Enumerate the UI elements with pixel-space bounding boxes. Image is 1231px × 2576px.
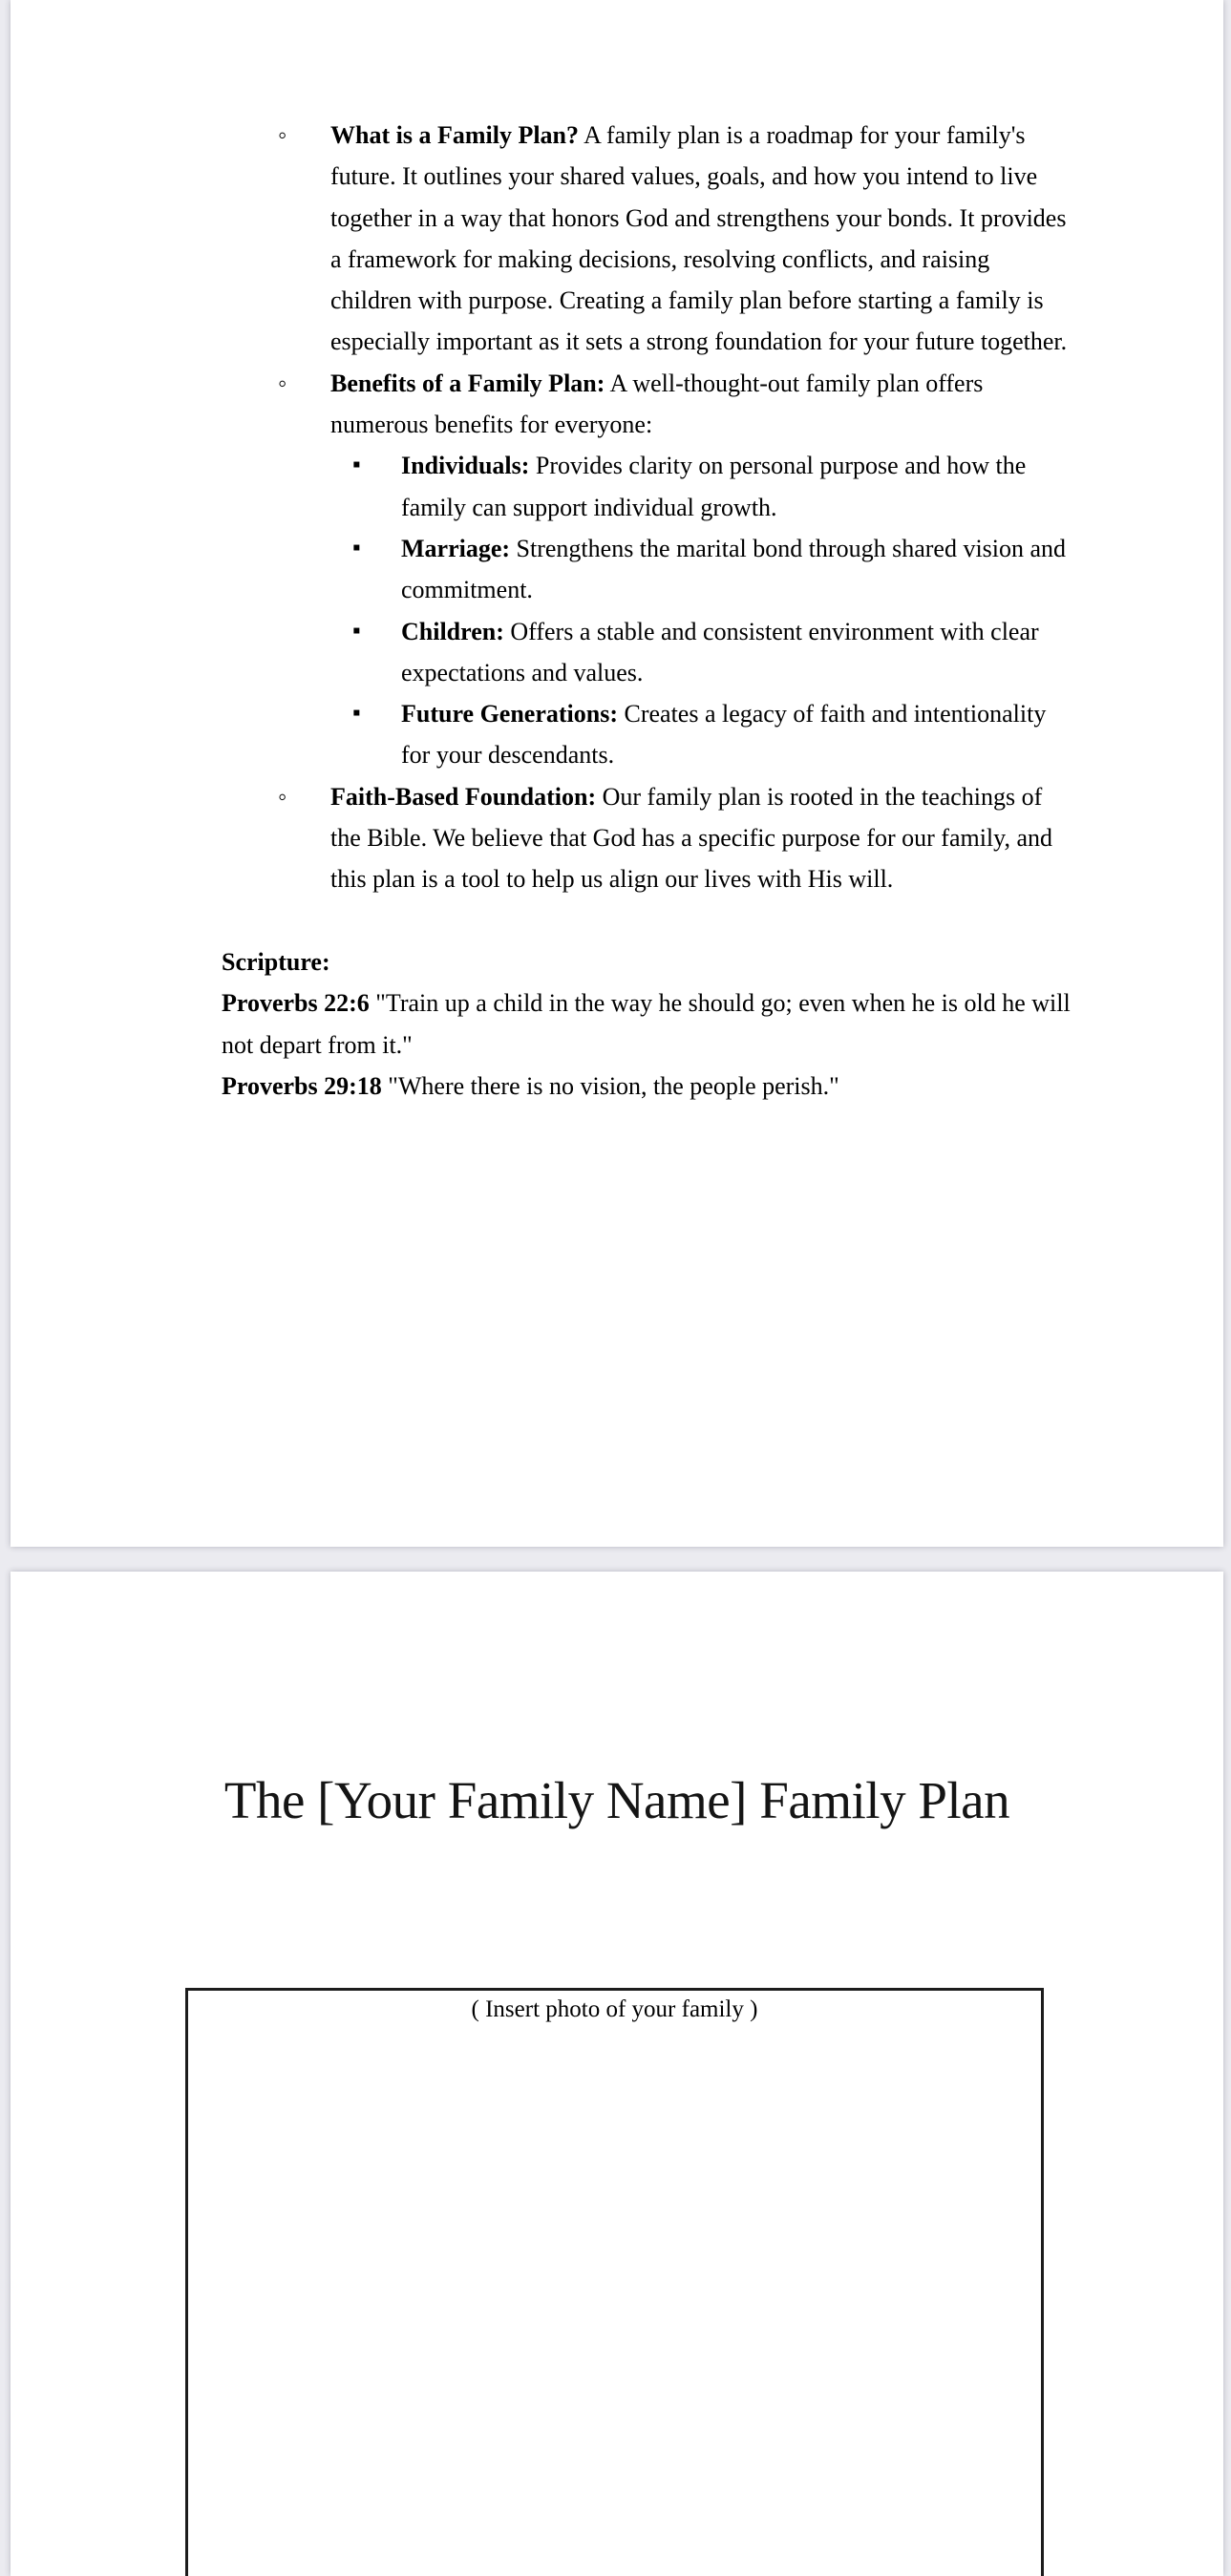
- doc-text-line: family can support individual growth.: [401, 493, 777, 521]
- family-photo-placeholder-box: [185, 1988, 1044, 2576]
- doc-text-line: not depart from it.": [222, 1030, 413, 1059]
- square-bullet-icon: ▪: [352, 618, 361, 644]
- document-page-1: [11, 0, 1223, 1547]
- doc-text-line: for your descendants.: [401, 741, 615, 770]
- doc-text-line: Proverbs 22:6 "Train up a child in the way he should go; even when he is old he will: [222, 989, 1071, 1018]
- bold-run: Proverbs 22:6: [222, 989, 370, 1018]
- doc-text-line: ▪ Marriage: Strengthens the marital bond through shared vision and: [11, 528, 1223, 569]
- circle-bullet-icon: ◦: [278, 369, 287, 397]
- doc-text-line: children with purpose. Creating a family plan before starting a family is: [330, 286, 1044, 315]
- bold-run: Marriage:: [401, 534, 511, 562]
- circle-bullet-icon: ◦: [278, 782, 287, 811]
- square-bullet-icon: ▪: [352, 535, 361, 560]
- document-title: The [Your Family Name] Family Plan: [223, 1771, 1010, 1829]
- bold-run: What is a Family Plan?: [330, 121, 580, 149]
- circle-bullet-icon: ◦: [278, 121, 287, 149]
- doc-text-line: expectations and values.: [401, 658, 644, 686]
- square-bullet-icon: ▪: [352, 701, 361, 727]
- bold-run: Benefits of a Family Plan:: [330, 369, 605, 397]
- doc-text-line: ▪ Individuals: Provides clarity on personal purpose and how the: [11, 445, 1223, 486]
- doc-text-line: commitment.: [401, 576, 533, 604]
- bold-run: Individuals:: [401, 452, 530, 480]
- bold-run: Children:: [401, 617, 504, 645]
- doc-text-line: ▪ Children: Offers a stable and consistent environment with clear: [11, 611, 1223, 652]
- document-page-2: [11, 1572, 1223, 2576]
- doc-text-line: ▪ Future Generations: Creates a legacy of faith and intentionality: [11, 693, 1223, 734]
- bold-run: Proverbs 29:18: [222, 1071, 382, 1100]
- blank-line: [11, 900, 1223, 941]
- doc-text-line: ◦ What is a Family Plan? A family plan is a roadmap for your family's: [11, 115, 1223, 156]
- doc-text-line: especially important as it sets a strong foundation for your future together.: [330, 327, 1068, 356]
- doc-text-line: numerous benefits for everyone:: [330, 411, 653, 439]
- photo-placeholder-caption: ( Insert photo of your family ): [471, 1996, 758, 2022]
- doc-text-line: ◦ Benefits of a Family Plan: A well-thought-out family plan offers: [11, 363, 1223, 404]
- doc-text-line: together in a way that honors God and strengthens your bonds. It provides: [330, 203, 1067, 232]
- doc-text-line: [11, 941, 1223, 982]
- bold-run: Scripture:: [222, 947, 330, 976]
- bold-run: Faith-Based Foundation:: [330, 782, 597, 811]
- doc-text-line: future. It outlines your shared values, goals, and how you intend to live: [330, 162, 1038, 191]
- doc-text-line: the Bible. We believe that God has a specific purpose for our family, and: [330, 824, 1053, 853]
- doc-text-line: ◦ Faith-Based Foundation: Our family plan is rooted in the teachings of: [11, 776, 1223, 817]
- page1-text-flow: [11, 115, 1223, 1107]
- doc-text-line: Proverbs 29:18 "Where there is no vision, the people perish.": [222, 1071, 839, 1100]
- square-bullet-icon: ▪: [352, 453, 361, 478]
- doc-text-line: this plan is a tool to help us align our lives with His will.: [330, 865, 894, 894]
- bold-run: Future Generations:: [401, 700, 618, 728]
- doc-text-line: a framework for making decisions, resolving conflicts, and raising: [330, 244, 990, 273]
